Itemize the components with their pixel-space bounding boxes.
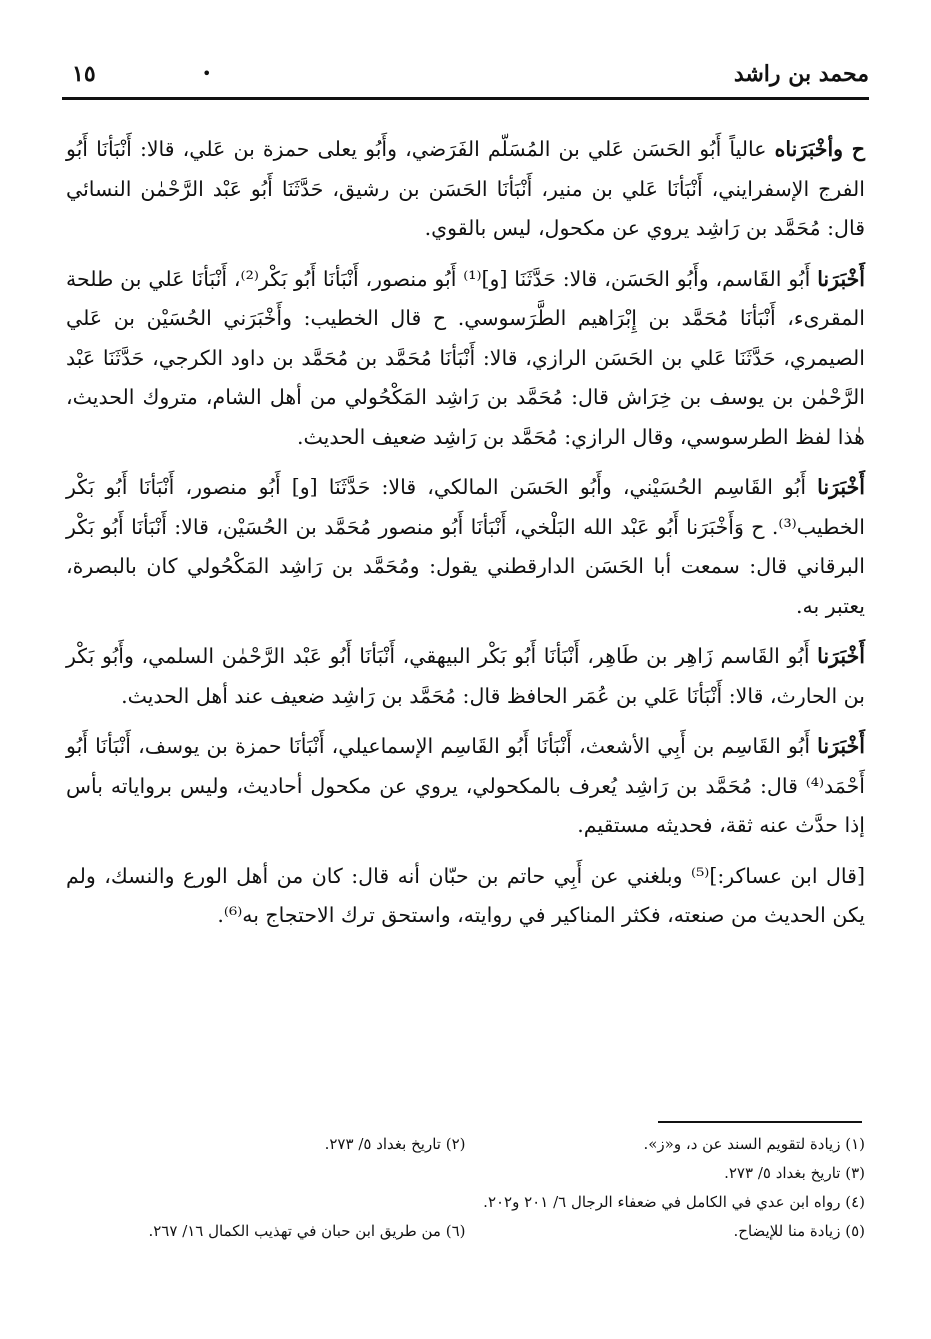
- paragraph-text: أَبُو القَاسِم الحُسَيْني، وأَبُو الحَسَن المالكي، قالا: حَدَّثَنَا [و] أَبُو منصور، أَنْبَأنَا أَبُو بَكْر الخطيب⁽³⁾. ح وَأَخْبَرَنا أَبُو عَبْد الله البَلْخي، أَنْبَأنَا أَبُو منصور مُحَمَّد بن الحُسَيْن، قالا: أَنْبَأنَا أَبُو بَكْر البرقاني قال: سمعت أبا الحَسَن الدارقطني يقول: ومُحَمَّد بن رَاشِد المَكْحُولي كان بالبصرة، يعتبر به.: [66, 475, 865, 618]
- header-rule: [62, 97, 869, 100]
- paragraph-lead: أَخْبَرَنا: [817, 644, 865, 668]
- paragraph-text: أَبُو القَاسم زَاهِر بن طَاهِر، أَنْبَأنَا أَبُو بَكْر البيهقي، أَنْبَأنَا أَبُو عَبْد الرَّحْمٰن السلمي، وأَبُو بَكْر بن الحارث، قالا: أَنْبَأنَا عَلي بن عُمَر الحافظ قال: مُحَمَّد بن رَاشِد ضعيف عند أهل الحديث.: [66, 644, 865, 708]
- footnote-rule: [658, 1121, 862, 1123]
- paragraph-text: أَبُو القَاسِم بن أَبِي الأشعث، أَنْبَأنَا أَبُو القَاسِم الإسماعيلي، أَنْبَأنَا حمزة بن يوسف، أَنْبَأنَا أَبُو أَحْمَد⁽⁴⁾ قال: مُحَمَّد بن رَاشِد يُعرف بالمكحولي، يروي عن مكحول أحاديث، وليس برواياته بأس إذا حدَّث عنه ثقة، فحديثه مستقيم.: [66, 734, 865, 837]
- paragraph: [66, 727, 865, 846]
- footnotes: [66, 1130, 865, 1246]
- header-dot: •: [202, 64, 212, 83]
- running-title: محمد بن راشد: [733, 61, 869, 87]
- running-header: [62, 58, 869, 94]
- paragraph: [66, 468, 865, 626]
- paragraph: [66, 637, 865, 716]
- footnote-row: [66, 1188, 865, 1217]
- paragraph-lead: أَخْبَرَنا: [817, 734, 865, 758]
- footnote: (٤) رواه ابن عدي في الكامل في ضعفاء الرجال ٦/ ٢٠١ و٢٠٢.: [483, 1193, 865, 1211]
- paragraph-lead: أَخْبَرَنا: [817, 266, 866, 291]
- footnote: (٦) من طريق ابن حبان في تهذيب الكمال ١٦/ ٢٦٧.: [148, 1222, 466, 1240]
- paragraph-lead: ح وأخْبَرَناه: [774, 137, 865, 161]
- footnote-row: [66, 1130, 865, 1159]
- paragraph: [66, 260, 865, 458]
- page-number: ١٥: [72, 61, 96, 87]
- footnote: (١) زيادة لتقويم السند عن د، و«ز».: [643, 1135, 865, 1153]
- footnote: (٢) تاريخ بغداد ٥/ ٢٧٣.: [324, 1135, 466, 1153]
- paragraph-text: [قال ابن عساكر:]⁽⁵⁾ وبلغني عن أَبِي حاتم بن حبّان أنه قال: كان من أهل الورع والنسك، ولم يكن الحديث من صنعته، فكثر المناكير في روايته، واستحق ترك الاحتجاج به⁽⁶⁾.: [66, 863, 865, 927]
- footnote-row: [66, 1159, 865, 1188]
- paragraph-lead: أَخْبَرَنا: [817, 475, 865, 499]
- paragraph: [66, 857, 865, 936]
- paragraph-text: عالياً أَبُو الحَسَن عَلي بن المُسَلّم الفَرَضي، وأَبُو يعلى حمزة بن عَلي، قالا: أَنْبَأنَا أَبُو الفرج الإسفرايني، أَنْبَأنَا عَلي بن منير، أَنْبَأنَا الحَسَن بن رشيق، حَدَّثَنَا أَبُو عَبْد الرَّحْمٰن النسائي قال: مُحَمَّد بن رَاشِد يروي عن مكحول، ليس بالقوي.: [66, 137, 865, 240]
- footnote: (٥) زيادة منا للإيضاح.: [733, 1222, 865, 1240]
- footnote-row: [66, 1217, 865, 1246]
- paragraph-text: أَبُو القَاسم، وأَبُو الحَسَن، قالا: حَدَّثَنَا [و]⁽¹⁾ أَبُو منصور، أَنْبَأنَا أَبُو بَكْر⁽²⁾، أَنْبَأنَا عَلي بن طلحة المقرىء، أَنْبَأنَا مُحَمَّد بن إِبْرَاهيم الطَّرَسوسي. ح قال الخطيب: وأَخْبَرَني الحُسَيْن بن عَلي الصيمري، حَدَّثَنَا عَلي بن الحَسَن الرازي، قالا: أَنْبَأنَا مُحَمَّد بن مُحَمَّد بن داود الكرجي، حَدَّثَنَا عَبْد الرَّحْمٰن بن يوسف بن خِرَاش قال: مُحَمَّد بن رَاشِد المَكْحُولي من أهل الشام، متروك الحديث، هٰذا لفظ الطرسوسي، وقال الرازي: مُحَمَّد بن رَاشِد ضعيف الحديث.: [66, 266, 865, 449]
- paragraph: [66, 130, 865, 249]
- footnote: (٣) تاريخ بغداد ٥/ ٢٧٣.: [724, 1164, 865, 1182]
- main-text: [66, 130, 865, 947]
